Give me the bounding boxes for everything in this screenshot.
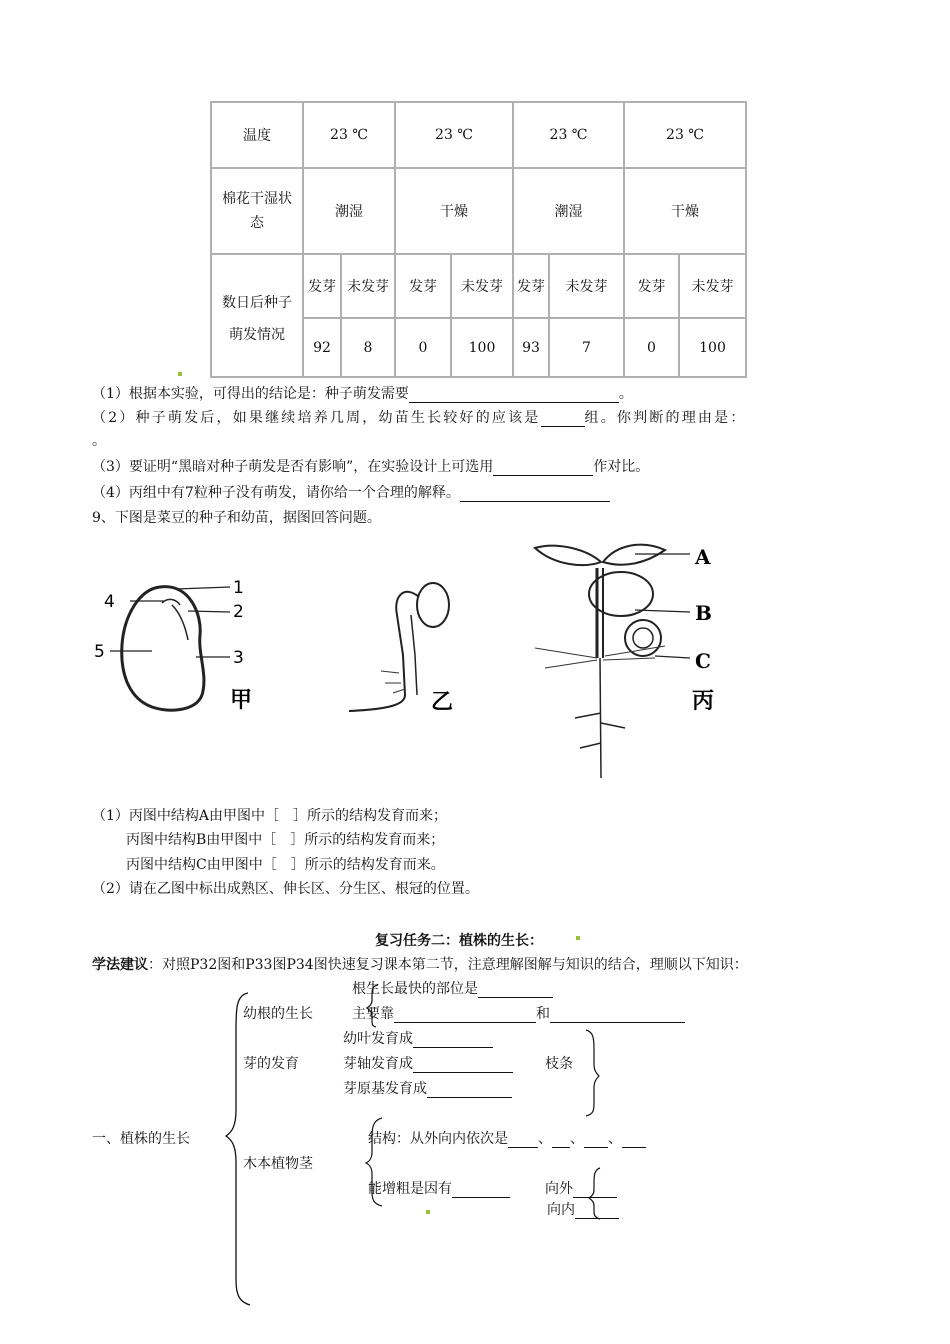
cotton-cell: 干燥 bbox=[395, 168, 513, 254]
q8-part2-end: 。 bbox=[92, 433, 106, 449]
outline-stem: 木本植物茎 bbox=[243, 1156, 313, 1172]
label-C: C bbox=[695, 649, 711, 673]
temperature-cell: 23 ℃ bbox=[303, 102, 395, 168]
label-3: 3 bbox=[233, 648, 244, 668]
table-header-result-line1: 数日后种子 bbox=[211, 254, 303, 318]
outline-bud-primordium: 芽原基发育成 bbox=[343, 1078, 512, 1098]
outline-bud: 芽的发育 bbox=[243, 1056, 299, 1072]
table-header-cotton: 棉花干湿状态 bbox=[211, 168, 303, 254]
label-A: A bbox=[695, 545, 711, 569]
result-count-cell: 100 bbox=[679, 318, 746, 377]
result-count-cell: 0 bbox=[395, 318, 451, 377]
label-B: B bbox=[695, 601, 712, 625]
result-count-cell: 93 bbox=[513, 318, 549, 377]
q8-part4: （4）丙组中有7粒种子没有萌发，请你给一个合理的解释。 bbox=[92, 482, 610, 502]
q8-part2: （2）种子萌发后，如果继续培养几周，幼苗生长较好的应该是 组。你判断的理由是： bbox=[92, 410, 747, 426]
q8-part3: （3）要证明“黑暗对种子萌发是否有影响”，在实验设计上可选用 作对比。 bbox=[92, 459, 650, 475]
task2-advice: 学法建议：对照P32图和P33图P34图快速复习课本第二节，注意理解图解与知识的结合，理顺以下知识： bbox=[92, 957, 748, 973]
cotton-cell: 潮湿 bbox=[303, 168, 395, 254]
result-count-cell: 7 bbox=[549, 318, 624, 377]
table-header-temperature: 温度 bbox=[211, 102, 303, 168]
label-bing: 丙 bbox=[692, 688, 715, 714]
label-yi: 乙 bbox=[431, 689, 454, 715]
temperature-cell: 23 ℃ bbox=[624, 102, 746, 168]
result-header-cell: 未发芽 bbox=[549, 254, 624, 318]
task2-title: 复习任务二：植株的生长： bbox=[375, 933, 543, 949]
q8-part1: （1）根据本实验，可得出的结论是：种子萌发需要 。 bbox=[92, 386, 633, 402]
outline-outward: 向外 bbox=[545, 1178, 617, 1198]
q9-part1b: 丙图中结构B由甲图中［ ］所示的结构发育而来； bbox=[126, 832, 445, 848]
temperature-cell: 23 ℃ bbox=[513, 102, 624, 168]
label-2: 2 bbox=[233, 602, 244, 622]
label-4: 4 bbox=[104, 592, 115, 612]
q9-part1c: 丙图中结构C由甲图中［ ］所示的结构发育而来。 bbox=[126, 857, 445, 873]
outline-thicken: 能增粗是因有 bbox=[368, 1178, 510, 1198]
result-header-cell: 发芽 bbox=[624, 254, 679, 318]
q9-part2: （2）请在乙图中标出成熟区、伸长区、分生区、根冠的位置。 bbox=[92, 881, 479, 897]
outline-root-growth: 幼根的生长 bbox=[243, 1006, 313, 1022]
label-jia: 甲 bbox=[230, 687, 253, 713]
cotton-cell: 潮湿 bbox=[513, 168, 624, 254]
result-header-cell: 发芽 bbox=[303, 254, 341, 318]
outline-root-rely: 主要靠 和 bbox=[352, 1003, 685, 1023]
label-5: 5 bbox=[94, 642, 105, 662]
scan-mark bbox=[426, 1210, 430, 1214]
outline-bud-leaf: 幼叶发育成 bbox=[343, 1028, 493, 1048]
scan-mark bbox=[576, 936, 580, 940]
table-header-result-line2: 萌发情况 bbox=[211, 318, 303, 377]
result-count-cell: 0 bbox=[624, 318, 679, 377]
result-count-cell: 100 bbox=[451, 318, 513, 377]
result-header-cell: 未发芽 bbox=[679, 254, 746, 318]
label-1: 1 bbox=[233, 578, 244, 598]
result-header-cell: 发芽 bbox=[513, 254, 549, 318]
result-header-cell: 未发芽 bbox=[451, 254, 513, 318]
outline-branch: 枝条 bbox=[545, 1056, 573, 1072]
result-count-cell: 92 bbox=[303, 318, 341, 377]
result-header-cell: 发芽 bbox=[395, 254, 451, 318]
temperature-cell: 23 ℃ bbox=[395, 102, 513, 168]
q9-title: 9、下图是菜豆的种子和幼苗，据图回答问题。 bbox=[92, 510, 381, 526]
result-count-cell: 8 bbox=[341, 318, 395, 377]
scan-mark bbox=[178, 372, 182, 376]
result-header-cell: 未发芽 bbox=[341, 254, 395, 318]
q9-part1a: （1）丙图中结构A由甲图中［ ］所示的结构发育而来； bbox=[92, 808, 448, 824]
outline-root-fastest: 根生长最快的部位是 bbox=[352, 978, 553, 998]
outline-structure: 结构：从外向内依次是 、 、 、 bbox=[368, 1128, 646, 1148]
cotton-cell: 干燥 bbox=[624, 168, 746, 254]
outline-bud-axis: 芽轴发育成 bbox=[343, 1053, 513, 1073]
outline-root: 一、植株的生长 bbox=[92, 1131, 190, 1147]
outline-inward: 向内 bbox=[547, 1199, 619, 1219]
